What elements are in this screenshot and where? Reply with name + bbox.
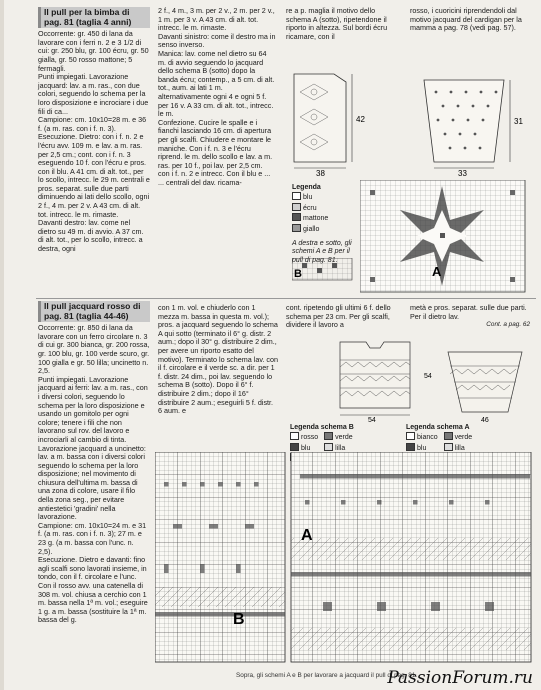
col3-p1: re a p. maglia il motivo dello schema A (sotto), ripetendone il riporto in altezza. Sul bordi écru ricamare, con il	[286, 6, 388, 41]
chart-a-grid	[291, 452, 531, 662]
legend-b-lilla: lilla	[335, 444, 346, 452]
legend-a-title: Legenda schema A	[406, 424, 470, 431]
esecuzione-text: Esecuzione. Dietro: con i f. n. 2 e l'écru avv. 109 m. e lav. a m. ras. per 2,5 cm.; cont. con i f. n. 3 eseguendo 10 f. con l'écru e pros. con il blu. A 41 cm. di alt. tot., per lo scollo, intrecc. le 29 m. centrali e pros. separat. sulle due parti diminuendo ai lati dello scollo, ogni 2 f., 4 m. per 2 v. A 43 cm. di alt. tot. intrecc. le m. rimaste.	[38, 132, 150, 219]
swatch-lilla-a	[444, 443, 453, 451]
col1-bottom	[38, 301, 150, 625]
campione2-text: Campione: cm. 10x10=24 m. e 31 f. (a m. ras. con i f. n. 3); 27 m. e 23 g. (a m. bassa con l'unc. n. 2,5).	[38, 520, 147, 556]
legend-a-verde: verde	[454, 434, 473, 442]
swatch-blu-b	[290, 443, 299, 451]
swatch-giallo	[292, 224, 301, 232]
esecuzione2-text: Esecuzione. Dietro e davanti: fino agli scalfi sono lavorati insieme, in tondo, con il f. circolare e l'unc. Con il rosso avv. una catenella di 308 m. vol. chiusa a cerchio con 1 m. bassa nella 1ª m. vol.; eseguire 1 g. a m. bassa (sostituire la 1ª m. bassa del g.	[38, 555, 148, 625]
section-header-bimba: Il pull per la bimba di pag. 81 (taglia 4 anni)	[38, 7, 150, 28]
chart-a-label: A	[432, 264, 442, 279]
section-divider	[36, 298, 536, 299]
schematic-top	[286, 62, 536, 177]
legend-item-ecru: écru	[303, 204, 317, 212]
col3-bottom	[286, 304, 404, 330]
legend-top	[292, 184, 354, 265]
chart-b-label: B	[233, 611, 245, 628]
chart-a-top	[360, 180, 528, 295]
legend-a-lilla: lilla	[454, 444, 465, 452]
uncinetto-text: Lavorazione jacquard a uncinetto: lav. a m. bassa con i diversi colori seguendo lo schema per la loro disposizione; nel movimento di chiusura dell'ultima m. bassa di una zona di colore, usare il filo della zona seg., per evitare antiestetici 'gradini' nella lavorazione.	[38, 443, 146, 522]
col2-p3: Manica: lav. come nel dietro su 64 m. di avvio seguendo lo jacquard dello schema B (sotto) dopo la banda écru; contemp., a 5 cm. di alt. tot., aum. ai lati 1 m. alternativamente ogni 4 e ogni 5 f. per 16 v. A 33 cm. di alt. tot., intrecc. le m.	[158, 48, 275, 119]
col2b-p1: con 1 m. vol. e chiuderlo con 1 mezza m. bassa in questa m. vol.); pros. a jacquard seguendo lo schema A qui sotto (terminato il 6° g. distr. 2 aum.; dopo il 30° g. distribuire 2 dim., per avere un riporto esatto del motivo). Terminato lo schema lav. con il f. circolare e il verde sc. a dir. per 1 f. distr. 24 dim., poi lav. seguendo lo schema B (sotto). Dopo il 6° f. distribuire 2 dim.; dopo il 16° distribuire 2 aum.; eseguirli 5 f. distr. 6 aum. e	[158, 303, 278, 416]
legend-b-verde: verde	[335, 434, 353, 442]
col3b-p1: cont. ripetendo gli ultimi 6 f. dello schema per 23 cm. Per gli scalfi, dividere il lavoro a	[286, 303, 391, 330]
col2-p2: Davanti sinistro: come il destro ma in senso inverso.	[158, 31, 276, 50]
campione-text: Campione: cm. 10x10=28 m. e 36 f. (a m. ras. con i f. n. 3).	[38, 115, 147, 133]
chart-b-top	[292, 258, 354, 282]
col4-top	[410, 7, 530, 33]
occorrente-text: Occorrente: gr. 450 di lana da lavorare con i ferri n. 2 e 3 1/2 di cui: gr. 250 blu, gr. 100 écru, gr. 50 gialla, gr. 50 rosso mattone; 5 fermagli.	[38, 29, 149, 73]
col3-top	[286, 7, 394, 41]
col2-bottom	[158, 304, 278, 416]
bottom-caption: Sopra, gli schemi A e B per lavorare a jacquard il pull di pag. 81.	[236, 672, 418, 679]
swatch-rosso	[290, 432, 299, 440]
continue-note: Cont. a pag. 62	[486, 321, 530, 329]
swatch-blu	[292, 192, 301, 200]
section-header-jacquard: Il pull jacquard rosso di pag. 81 (taglia 44-46)	[38, 301, 150, 322]
dim-54-b: 54	[424, 373, 432, 380]
col4-bottom	[410, 304, 530, 330]
chart-b-grid	[155, 452, 285, 662]
swatch-verde-a	[444, 432, 453, 440]
swatch-mattone	[292, 213, 301, 221]
swatch-lilla-b	[324, 443, 333, 451]
dim-46: 46	[481, 417, 489, 422]
dim-42: 42	[356, 115, 365, 124]
col4-p1: rosso, i cuoricini riprendendoli dal motivo jacquard del cardigan per la mamma a pag. 78 (vedi pag. 57).	[410, 6, 522, 33]
swatch-ecru	[292, 203, 301, 211]
legend-b-title: Legenda schema B	[290, 424, 354, 431]
col2-p5: ... centrali del dav. ricama-	[158, 177, 242, 187]
occorrente2-text: Occorrente: gr. 850 di lana da lavorare con un ferro circolare n. 3 di cui gr. 300 bianca, gr. 200 rossa, gr. 100 blu, gr. 100 verde scuro, gr. 100 gialla e gr. 50 lilla; uncinetto n. 2,5.	[38, 323, 150, 376]
chart-a-label-bottom: A	[301, 527, 313, 544]
col2-p4: Confezione. Cucire le spalle e i fianchi lasciando 16 cm. di apertura per gli scalfi. Chiudere e montare le maniche. Con i f. n. 3 e l'écru riprend. le m. dello scollo e lav. a m. ras. per 10 f., poi lav. per 2,5 cm. con i f. n. 2 e intrecc. Con il blu e ...	[158, 117, 273, 179]
col2-p1: 2 f., 4 m., 3 m. per 2 v., 2 m. per 2 v., 1 m. per 3 v. A 43 cm. di alt. tot. intrecc. le m. rimaste.	[158, 6, 275, 33]
legend-item-giallo: giallo	[303, 225, 320, 233]
col4b-p1: metà e pros. separat. sulle due parti. Per il dietro lav.	[410, 303, 527, 321]
col2-top	[158, 7, 276, 187]
chart-b-top-label: B	[294, 268, 302, 280]
charts-bottom	[155, 452, 535, 668]
legend-b-rosso: rosso	[301, 434, 319, 442]
schematic-bottom	[336, 338, 532, 422]
dim-38: 38	[316, 169, 325, 177]
watermark: PassionForum.ru	[387, 668, 533, 688]
legend-item-mattone: mattone	[303, 215, 329, 223]
dim-31: 31	[514, 117, 523, 126]
sleeve-schematic-bottom	[448, 352, 522, 412]
legend-title: Legenda	[292, 184, 321, 191]
legend-b-blu: blu	[301, 444, 311, 452]
swatch-blu-a	[406, 443, 415, 451]
legend-item-blu: blu	[303, 194, 313, 202]
punti2-text: Punti impiegati. Lavorazione jacquard ai ferri: lav. a m. ras., con i diversi colori, seguendo lo schema per la loro disposizione e usando un gomitolo per ogni colore; tenere i fili che non lavorano sul rov. del lavoro e incrociarli al cambio di tinta.	[38, 374, 148, 444]
punti-text: Punti impiegati. Lavorazione jacquard: lav. a m. ras., con due colori, seguendo lo schema per la loro disposizione e incrociare i due fili di ca...	[38, 72, 149, 116]
body-schematic	[294, 74, 352, 168]
swatch-verde-b	[324, 432, 333, 440]
legend-a-blu: blu	[417, 444, 427, 452]
sleeve-schematic	[424, 80, 510, 168]
swatch-bianco	[406, 432, 415, 440]
davanti-destro-text: Davanti destro: lav. come nel dietro su 49 m. di avvio. A 37 cm. di alt. tot., per lo scollo, intrecc. a destra, ogni	[38, 218, 144, 254]
body-schematic-bottom	[340, 342, 410, 415]
dim-54-a: 54	[368, 417, 376, 422]
page-binding-shadow	[0, 0, 4, 690]
legend-a-bianco: bianco	[417, 434, 438, 442]
col1-top	[38, 7, 150, 254]
legend-caption: A destra e sotto, gli schemi A e B per il	[292, 240, 352, 256]
dim-33: 33	[458, 169, 467, 177]
